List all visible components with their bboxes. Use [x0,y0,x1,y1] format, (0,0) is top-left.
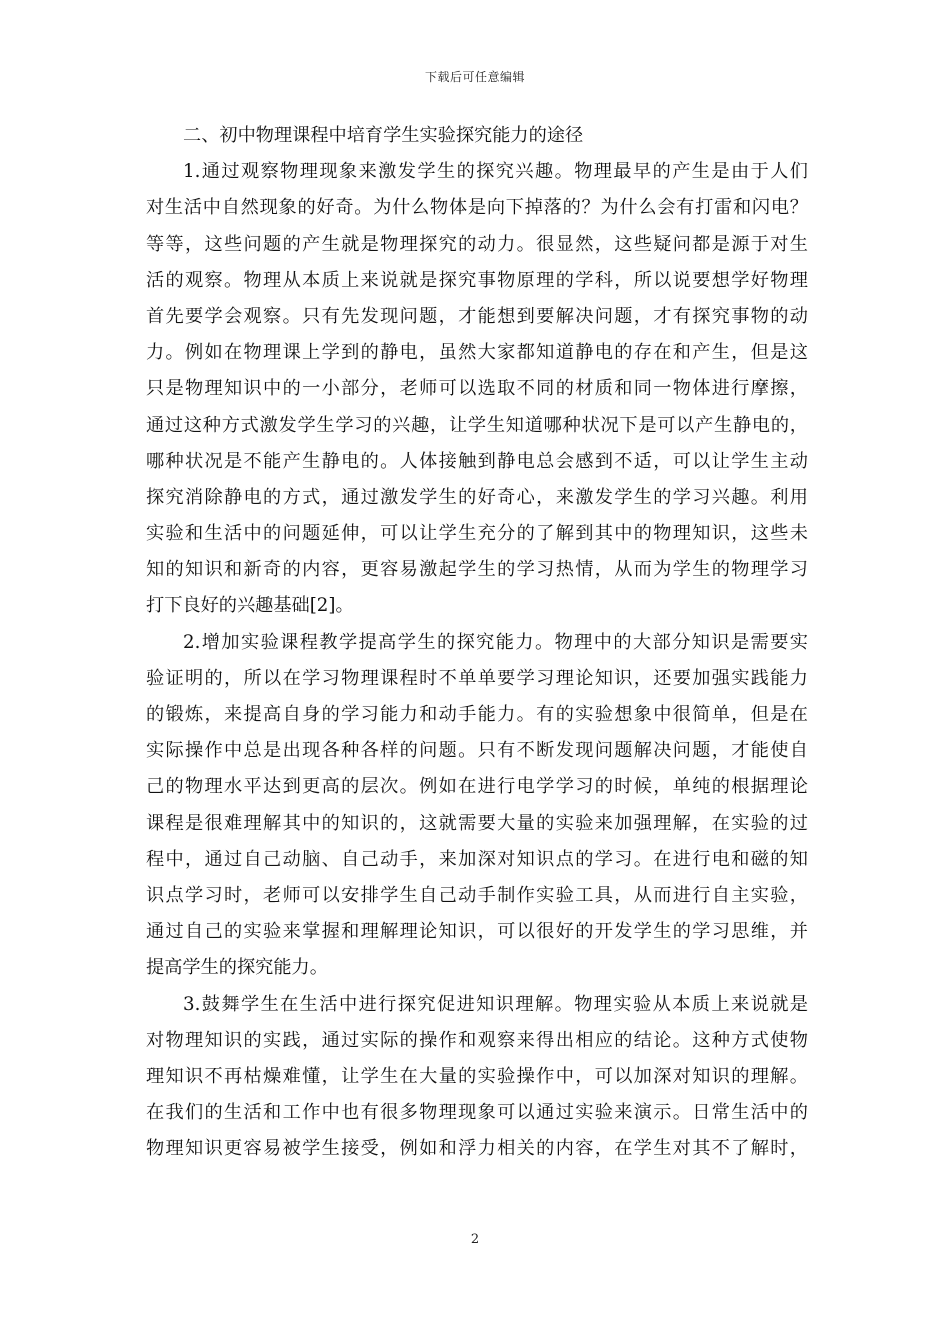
paragraph-line: 1.通过观察物理现象来激发学生的探究兴趣。物理最早的产生是由于人们 [183,161,808,183]
paragraph-line: 课程是很难理解其中的知识的，这就需要大量的实验来加强理解，在实验的过 [146,812,808,834]
paragraph-line: 物理知识更容易被学生接受，例如和浮力相关的内容，在学生对其不了解时， [146,1138,808,1160]
paragraph-line: 探究消除静电的方式，通过激发学生的好奇心，来激发学生的学习兴趣。利用 [146,486,808,508]
paragraph-line: 首先要学会观察。只有先发现问题，才能想到要解决问题，才有探究事物的动 [146,305,808,327]
paragraph-line: 活的观察。物理从本质上来说就是探究事物原理的学科，所以说要想学好物理 [146,269,808,291]
paragraph-line: 通过这种方式激发学生学习的兴趣，让学生知道哪种状况下是可以产生静电的， [146,414,808,436]
paragraph-line: 只是物理知识中的一小部分，老师可以选取不同的材质和同一物体进行摩擦， [146,378,808,400]
paragraph-line: 哪种状况是不能产生静电的。人体接触到静电总会感到不适，可以让学生主动 [146,450,808,472]
paragraph-line: 知的知识和新奇的内容，更容易激起学生的学习热情，从而为学生的物理学习 [146,559,808,581]
paragraph-line: 己的物理水平达到更高的层次。例如在进行电学学习的时候，单纯的根据理论 [146,776,808,798]
paragraph-line: 理知识不再枯燥难懂，让学生在大量的实验操作中，可以加深对知识的理解。 [146,1065,808,1087]
section-heading: 二、初中物理课程中培育学生实验探究能力的途径 [183,125,584,146]
paragraph-2 [146,625,808,987]
document-body [146,118,808,1167]
paragraph-line: 在我们的生活和工作中也有很多物理现象可以通过实验来演示。日常生活中的 [146,1102,808,1124]
paragraph-line: 验证明的，所以在学习物理课程时不单单要学习理论知识，还要加强实践能力 [146,667,808,689]
paragraph-line: 2.增加实验课程教学提高学生的探究能力。物理中的大部分知识是需要实 [183,631,808,653]
paragraph-line: 实验和生活中的问题延伸，可以让学生充分的了解到其中的物理知识，这些未 [146,523,808,545]
paragraph-line: 对生活中自然现象的好奇。为什么物体是向下掉落的？为什么会有打雷和闪电？ [146,197,808,219]
paragraph-line: 通过自己的实验来掌握和理解理论知识，可以很好的开发学生的学习思维，并 [146,921,808,943]
paragraph-1 [146,154,808,624]
paragraph-line: 打下良好的兴趣基础[2]。 [146,595,354,617]
paragraph-line: 对物理知识的实践，通过实际的操作和观察来得出相应的结论。这种方式使物 [146,1029,808,1051]
paragraph-line: 3.鼓舞学生在生活中进行探究促进知识理解。物理实验从本质上来说就是 [183,993,808,1015]
paragraph-line: 识点学习时，老师可以安排学生自己动手制作实验工具，从而进行自主实验， [146,884,808,906]
paragraph-line: 力。例如在物理课上学到的静电，虽然大家都知道静电的存在和产生，但是这 [146,342,808,364]
paragraph-3 [146,987,808,1168]
paragraph-line: 实际操作中总是出现各种各样的问题。只有不断发现问题解决问题，才能使自 [146,740,808,762]
paragraph-line: 程中，通过自己动脑、自己动手，来加深对知识点的学习。在进行电和磁的知 [146,848,808,870]
paragraph-line: 等等，这些问题的产生就是物理探究的动力。很显然，这些疑问都是源于对生 [146,233,808,255]
page-header: 下载后可任意编辑 [424,70,525,84]
paragraph-line: 提高学生的探究能力。 [146,957,328,979]
page-number: 2 [470,1232,480,1247]
paragraph-line: 的锻炼，来提高自身的学习能力和动手能力。有的实验想象中很简单，但是在 [146,704,808,725]
